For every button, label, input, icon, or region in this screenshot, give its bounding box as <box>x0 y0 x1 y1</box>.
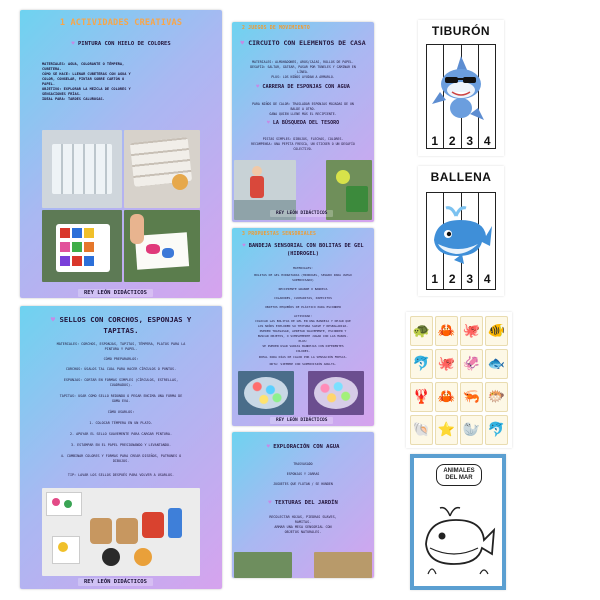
card5-line: JUGUETES QUE FLOTAN / SE HUNDEN <box>273 482 333 486</box>
card2-line: BALDE A OTRO. <box>290 107 316 111</box>
card1-line: OBJETIVO: EXPLORAR LA MEZCLA DE COLORES Y <box>42 87 131 91</box>
puzzle-number: 3 <box>466 272 474 286</box>
card3-line: TIP: LAVAR LOS SELLOS DESPUÉS PARA VOLVER A USARLOS. <box>67 473 175 477</box>
card4-line: PUEDEN TRASVASAR, APRETAR SUAVEMENTE, ESCONDER Y <box>259 329 347 333</box>
memory-tile-seal-icon: 🦭 <box>460 415 483 445</box>
card4-line: BUSCAR OBJETOS, O SIMPLEMENTE JUGAR CON LAS MANOS. <box>257 334 349 338</box>
card4-line: SE PUEDEN USAR VARIAS BANDEJAS CON DIFERENTES <box>262 344 344 348</box>
card3-line: 1. COLOCAR TÉMPERA EN UN PLATO. <box>89 421 153 425</box>
card2-section2: ♥ CARRERA DE ESPONJAS CON AGUA <box>256 84 350 90</box>
memory-tile-crab-icon: 🦀 <box>435 382 458 412</box>
card5-section1: ♥ EXPLORACIÓN CON AGUA <box>266 444 340 450</box>
puzzle-number: 3 <box>466 134 474 148</box>
memory-tile-lobster-icon: 🦞 <box>410 382 433 412</box>
puzzle-number: 4 <box>483 134 491 148</box>
card2-line: LÍNEA. <box>297 70 309 74</box>
heart-icon: ♥ <box>242 243 246 249</box>
memory-cards <box>406 312 512 448</box>
card3-line: CÓMO USARLOS: <box>107 410 135 414</box>
card1-line: PAPEL. <box>42 82 55 86</box>
memory-tile-octopus-icon: 🐙 <box>460 316 483 346</box>
card-movement-games <box>232 22 374 222</box>
card2-line: GANA QUIEN LLENE MÁS EL RECIPIENTE. <box>269 112 337 116</box>
memory-tile-fish-icon: 🐟 <box>485 349 508 379</box>
card3-line: 4. COMBINAR COLORES Y FORMAS PARA CREAR DISEÑOS, PATRONES O <box>60 454 182 458</box>
whale-icon <box>428 202 494 266</box>
puzzle-number: 4 <box>483 272 491 286</box>
photo-painting <box>124 210 200 282</box>
card5-line: RECOLECTAR HOJAS, PIEDRAS SUAVES, <box>269 515 337 519</box>
memory-tile-dolphin-icon: 🐬 <box>485 415 508 445</box>
heart-icon: ♥ <box>71 41 75 47</box>
card2-line: DESAFÍO: SALTAR, GATEAR, PASAR POR TÚNELES Y CAMINAR EN <box>250 65 356 69</box>
card2-section1: ♥ CIRCUITO CON ELEMENTOS DE CASA <box>240 39 366 47</box>
photo-colored-ice <box>42 210 122 282</box>
photo-ice-cubes <box>124 130 200 208</box>
card2-section3: ♥ LA BÚSQUEDA DEL TESORO <box>266 120 340 126</box>
card2-line: COLECTIVO. <box>293 147 313 151</box>
heart-icon: ♥ <box>266 444 270 450</box>
puzzle-number: 1 <box>431 134 439 148</box>
card2-line: MATERIALES: ALMOHADONES, AROS/CAJAS, ROLLOS DE PAPEL. <box>252 60 354 64</box>
card1-line: IDEAL PARA: TARDES CALUROSAS. <box>42 97 105 101</box>
card4-line: SUPERVISADO) <box>292 278 314 282</box>
card4-subtitle: ♥ BANDEJA SENSORIAL CON BOLITAS DE GEL (HIDROGEL) <box>242 243 364 257</box>
photo-gel-tray-1 <box>238 371 294 415</box>
card4-line: NOTA: SIEMPRE CON SUPERVISIÓN ADULTA. <box>269 362 337 366</box>
card5-line: RAMITAS. <box>294 520 312 524</box>
puzzle-number: 2 <box>448 134 456 148</box>
card1-line: MATERIALES: AGUA, COLORANTE O TÉMPERA, <box>42 62 125 66</box>
card5-line: OBJETOS NATURALES. <box>284 530 322 534</box>
memory-tile-seahorse-icon: 🐚 <box>410 415 433 445</box>
brand-label: REY LEÓN DIDÁCTICOS <box>78 578 153 586</box>
card1-line: COLOR, CONGELAR, PINTAR SOBRE CARTÓN O <box>42 77 125 81</box>
card4-title: 3 PROPUESTAS SENSORIALES <box>242 232 317 237</box>
card3-line: MATERIALES: CORCHOS, ESPONJAS, TAPITAS, TÉMPERA, PLATOS PARA LA <box>56 342 186 346</box>
memory-tile-pufferfish-icon: 🐡 <box>485 382 508 412</box>
card5-line: TRASVASADO <box>293 462 313 466</box>
card3-line: GOMA EVA. <box>111 399 131 403</box>
puzzle-number: 2 <box>448 272 456 286</box>
puzzle-number: 1 <box>431 272 439 286</box>
photo-garden-1 <box>234 552 292 578</box>
card3-line: TAPITAS: USAR COMO SELLO REDONDO O PEGAR ENCIMA UNA FORMA DE <box>59 394 183 398</box>
heart-icon: ♥ <box>50 315 56 324</box>
card5-section2: ♥ TEXTURAS DEL JARDÍN <box>268 500 338 506</box>
card3-line: CUADRADOS). <box>109 383 133 387</box>
card2-title: 2 JUEGOS DE MOVIMIENTO <box>242 26 310 31</box>
coloring-book-cover <box>410 454 506 590</box>
card2-line: RECOMPENSA: UNA PEPITA FRESCA, UN STICKER O UN DESAFÍO <box>251 142 355 146</box>
card3-line: CÓMO PREPARARLOS: <box>103 357 139 361</box>
puzzle-shark <box>418 20 504 156</box>
puzzle-whale <box>418 166 504 296</box>
puzzle-shark-numbers <box>426 134 496 148</box>
memory-tile-starfish-icon: ⭐ <box>435 415 458 445</box>
heart-icon: ♥ <box>266 120 270 126</box>
card4-line: IDEAL PARA DÍAS DE CALOR POR LA SENSACIÓN FRESCA. <box>258 355 348 359</box>
memory-tile-shrimp-icon: 🦐 <box>460 382 483 412</box>
card1-line: SENSACIONES FRÍAS. <box>42 92 81 96</box>
card4-line: OBJETOS PEQUEÑOS DE PLÁSTICO PARA ESCONDER <box>265 305 341 309</box>
photo-gel-tray-2 <box>308 371 364 415</box>
memory-tile-fish-icon: 🐠 <box>485 316 508 346</box>
card1-subtitle: ♥ PINTURA CON HIELO DE COLORES <box>71 41 171 47</box>
memory-tile-dolphin-icon: 🐬 <box>410 349 433 379</box>
card4-line: COLORES. <box>295 349 311 353</box>
card4-line: MATERIALES: <box>293 266 313 270</box>
card4-line: LOS NIÑOS EXPLOREN SU TEXTURA SUAVE Y RESBALADIZA. <box>257 324 349 328</box>
photo-ice-tray <box>42 130 122 208</box>
card-creative-activities <box>20 10 222 298</box>
card-sensory <box>232 228 374 426</box>
card4-line: ACTIVIDAD: <box>293 314 313 318</box>
card3-line: 3. ESTAMPAR EN EL PAPEL PRESIONANDO Y LEVANTANDO. <box>70 443 172 447</box>
card4-line: RECIPIENTE GRANDE O BANDEJA <box>278 287 328 291</box>
photo-stamps <box>42 488 200 576</box>
card1-line: CUBETERA. <box>42 67 62 71</box>
brand-label: REY LEÓN DIDÁCTICOS <box>270 417 333 424</box>
puzzle-whale-label: BALLENA <box>430 170 492 184</box>
memory-tile-octopus-icon: 🐙 <box>435 349 458 379</box>
photo-garden-2 <box>314 552 372 578</box>
puzzle-shark-label: TIBURÓN <box>431 24 491 38</box>
heart-icon: ♥ <box>256 84 260 90</box>
card4-line: PLUS: <box>298 339 308 343</box>
memory-tile-crab-icon: 🦀 <box>435 316 458 346</box>
card2-line: PLUS: LOS NIÑOS AYUDAN A ARMARLO. <box>271 75 335 79</box>
card4-line: BOLITAS DE GEL HIDRATADAS (HIDROGEL, SEGURO PARA JUEGO <box>254 273 352 277</box>
card4-line: COLOCAR LAS BOLITAS DE GEL EN UNA BANDEJA Y DEJAR QUE <box>255 319 351 323</box>
card5-line: ARMAR UNA MESA SENSORIAL CON <box>274 525 332 529</box>
coloring-title: ANIMALES DEL MAR <box>443 468 475 481</box>
card-stamps <box>20 306 222 589</box>
shark-icon <box>428 52 494 122</box>
card2-line: PARA NIÑOS DE CALOR: TRASLADAR ESPONJAS MOJADAS DE UN <box>252 102 354 106</box>
brand-label: REY LEÓN DIDÁCTICOS <box>78 289 153 297</box>
brand-label: REY LEÓN DIDÁCTICOS <box>270 210 333 217</box>
card3-title: ♥ SELLOS CON CORCHOS, ESPONJAS Y TAPITAS. <box>50 315 192 335</box>
heart-icon: ♥ <box>268 500 272 506</box>
card5-line: ESPONJAS Y JARRAS <box>286 472 320 476</box>
card3-line: 2. APOYAR EL SELLO SUAVEMENTE PARA CARGAR PINTURA. <box>69 432 173 436</box>
card4-line: COLADORES, CUCHARITAS, PAPECITOS <box>274 296 332 300</box>
memory-tile-squid-icon: 🦑 <box>460 349 483 379</box>
card3-line: DIBUJOS. <box>112 459 130 463</box>
puzzle-whale-numbers <box>426 272 496 286</box>
memory-tile-turtle-icon: 🐢 <box>410 316 433 346</box>
coloring-title-banner <box>436 464 482 486</box>
card-water-exploration <box>232 432 374 578</box>
card2-line: PISTAS SIMPLES: DIBUJOS, FLECHAS, COLORES. <box>262 137 344 141</box>
card3-line: ESPONJAS: CORTAR EN FORMAS SIMPLES (CÍRCULOS, ESTRELLAS, <box>63 378 179 382</box>
card3-line: PINTURA Y PAPEL. <box>104 347 138 351</box>
whale-outline-icon <box>420 498 498 578</box>
card3-line: CORCHOS: ÚSALOS TAL CUAL PARA HACER CÍRCULOS O PUNTOS. <box>65 367 177 371</box>
heart-icon: ♥ <box>240 39 245 47</box>
card1-title: 1 ACTIVIDADES CREATIVAS <box>59 18 183 28</box>
card1-line: CÓMO SE HACE: LLENAR CUBETERAS CON AGUA Y <box>42 72 131 76</box>
